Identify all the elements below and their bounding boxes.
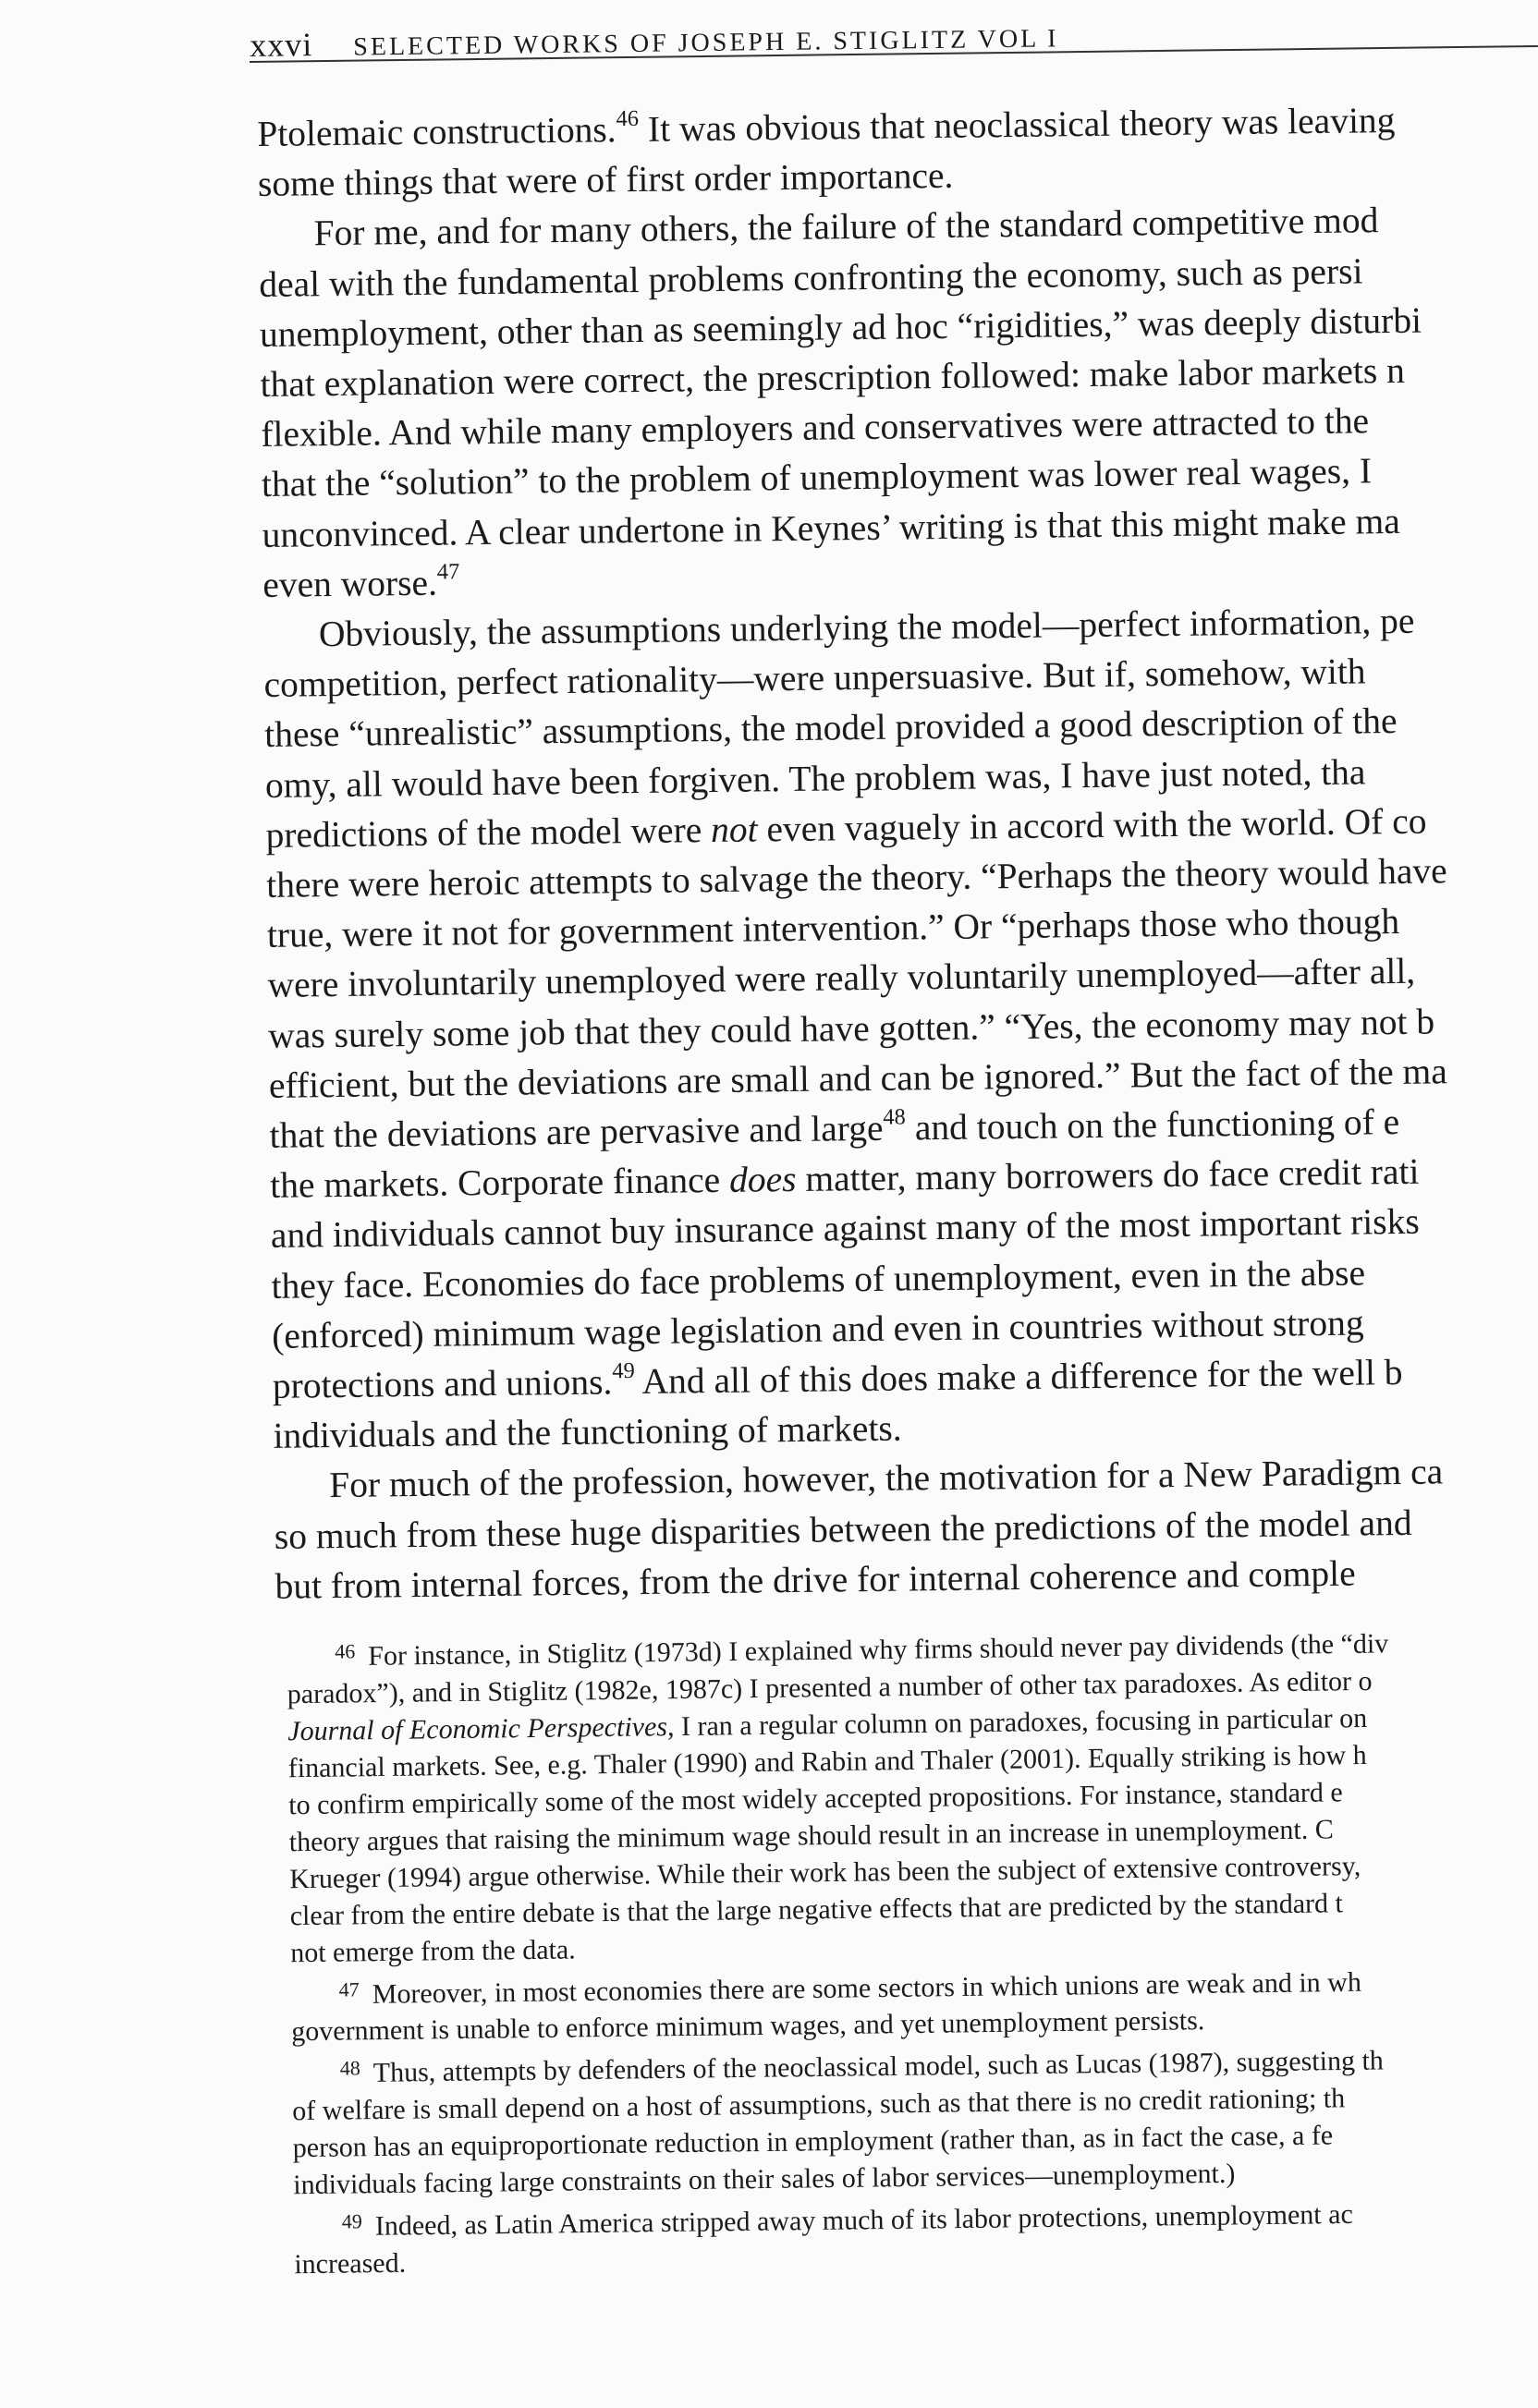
line-text: the markets. Corporate finance	[269, 1160, 730, 1207]
footnote-text: of welfare is small depend on a host of assumptions, such as that there is no credit rationing; th	[292, 2083, 1346, 2127]
line-text: there were heroic attempts to salvage the theory. “Perhaps the theory would have	[265, 850, 1447, 906]
footnote-text: paradox”), and in Stiglitz (1982e, 1987c) I presented a number of other tax paradoxes. As editor o	[287, 1665, 1373, 1709]
line-text: efficient, but the deviations are small and can be ignored.” But the fact of the ma	[268, 1051, 1447, 1106]
footnote-text: Thus, attempts by defenders of the neoclassical model, such as Lucas (1987), suggesting th	[372, 2045, 1385, 2089]
line-text: unconvinced. A clear undertone in Keynes’ writing is that this might make ma	[262, 500, 1400, 555]
main-text	[257, 93, 1538, 1611]
footnote-text: not emerge from the data.	[290, 1934, 576, 1968]
running-title: SELECTED WORKS OF JOSEPH E. STIGLITZ VOL I	[353, 24, 1059, 62]
line-text: even worse.	[262, 562, 438, 605]
line-text: competition, perfect rationality—were unpersuasive. But if, somehow, with	[263, 651, 1366, 706]
line-text: that the “solution” to the problem of unemployment was lower real wages, I	[261, 450, 1373, 505]
footnote-ref: 47	[436, 559, 460, 585]
line-text: and individuals cannot buy insurance against many of the most important risks	[270, 1201, 1420, 1257]
line-text: flexible. And while many employers and conservatives were attracted to the	[261, 400, 1370, 456]
line-text: was surely some job that they could have gotten.” “Yes, the economy may not b	[267, 1001, 1435, 1056]
line-text: For much of the profession, however, the motivation for a New Paradigm ca	[328, 1451, 1444, 1506]
line-text: predictions of the model were	[265, 809, 712, 856]
footnote-text: , I ran a regular column on paradoxes, focusing in particular on	[666, 1702, 1368, 1742]
line-text: that explanation were correct, the prescription followed: make labor markets n	[260, 349, 1406, 405]
line-text: protections and unions.	[272, 1361, 613, 1406]
line-text: that the deviations are pervasive and large	[269, 1107, 884, 1156]
line-text: but from internal forces, from the drive for internal coherence and comple	[275, 1552, 1356, 1607]
line-text-rest: And all of this does make a difference for the well b	[634, 1352, 1403, 1403]
line-text: true, were it not for government intervention.” Or “perhaps those who though	[266, 901, 1400, 956]
line-text: For me, and for many others, the failure of the standard competitive mod	[313, 200, 1379, 254]
line-text: Obviously, the assumptions underlying the model—perfect information, pe	[318, 600, 1415, 655]
line-text: deal with the fundamental problems confronting the economy, such as persi	[259, 250, 1363, 305]
footnote-text: individuals facing large constraints on their sales of labor services—unemployment.)	[293, 2158, 1236, 2201]
footnote-ref: 49	[612, 1358, 635, 1384]
footnotes	[287, 1618, 1538, 2283]
line-text: individuals and the functioning of markets.	[273, 1407, 902, 1457]
emphasis: does	[728, 1159, 797, 1201]
line-text: omy, all would have been forgiven. The problem was, I have just noted, tha	[264, 751, 1366, 806]
line-text: some things that were of first order importance.	[257, 155, 954, 205]
footnote-number: 47	[338, 1977, 360, 2001]
footnote-ref: 46	[616, 105, 640, 132]
line-text-rest: matter, many borrowers do face credit rati	[796, 1150, 1420, 1200]
running-header	[250, 10, 1538, 65]
emphasis: not	[710, 809, 758, 850]
footnote-text: Moreover, in most economies there are some sectors in which unions are weak and in wh	[372, 1966, 1362, 2010]
footnote-number: 48	[339, 2056, 360, 2080]
page-number: xxvi	[250, 26, 313, 64]
line-text: Ptolemaic constructions.	[257, 109, 616, 154]
line-text: were involuntarily unemployed were really voluntarily unemployed—after all,	[267, 951, 1416, 1006]
footnote-text: financial markets. See, e.g. Thaler (1990) and Rabin and Thaler (2001). Equally striking is how h	[287, 1739, 1367, 1783]
line-text: unemployment, other than as seemingly ad hoc “rigidities,” was deeply disturbi	[259, 299, 1422, 355]
footnote-text: theory argues that raising the minimum wage should result in an increase in unemployment. C	[288, 1814, 1334, 1857]
line-text-rest: It was obvious that neoclassical theory was leaving	[638, 99, 1396, 150]
footnote-text: Indeed, as Latin America stripped away much of its labor protections, unemployment ac	[374, 2198, 1353, 2242]
line-text-rest: even vaguely in accord with the world. Of co	[757, 800, 1427, 850]
footnote-ref: 48	[883, 1104, 906, 1130]
footnote-text: For instance, in Stiglitz (1973d) I explained why firms should never pay dividends (the “div	[368, 1628, 1389, 1672]
line-text: (enforced) minimum wage legislation and even in countries without strong	[271, 1302, 1364, 1356]
footnote-text: to confirm empirically some of the most widely accepted propositions. For instance, standard e	[288, 1776, 1343, 1820]
emphasis: Journal of Economic Perspectives	[287, 1710, 668, 1746]
line-text-rest: and touch on the functioning of e	[905, 1101, 1400, 1149]
footnote-text: Krueger (1994) argue otherwise. While their work has been the subject of extensive controversy,	[289, 1850, 1361, 1894]
footnote-text: increased.	[294, 2247, 407, 2280]
line-text: they face. Economies do face problems of unemployment, even in the abse	[271, 1252, 1366, 1307]
footnote-text: person has an equiproportionate reduction in employment (rather than, as in fact the case, a fe	[292, 2120, 1334, 2164]
footnote-text: clear from the entire debate is that the large negative effects that are predicted by the standard t	[289, 1887, 1344, 1931]
footnote-number: 49	[341, 2209, 362, 2233]
footnote-text: government is unable to enforce minimum wages, and yet unemployment persists.	[291, 2005, 1205, 2048]
line-text: so much from these huge disparities between the predictions of the model and	[274, 1502, 1412, 1557]
footnote-number: 46	[335, 1639, 356, 1663]
line-text: these “unrealistic” assumptions, the model provided a good description of the	[264, 700, 1398, 756]
